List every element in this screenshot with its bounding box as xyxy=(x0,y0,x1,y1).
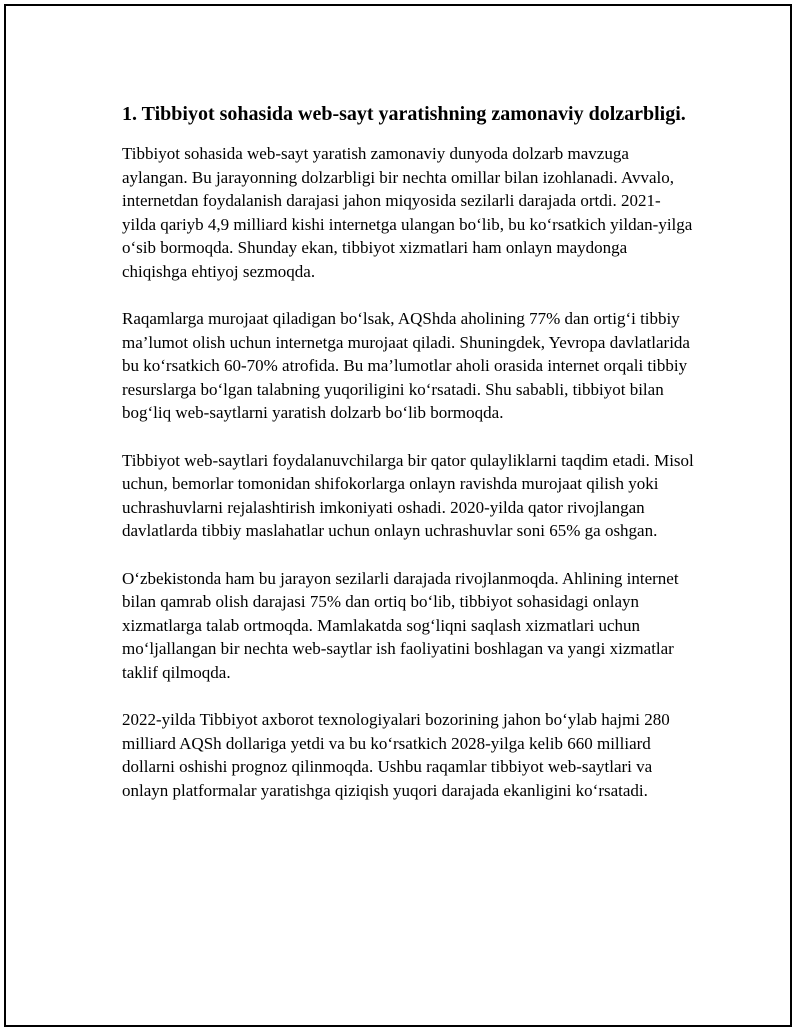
page-frame xyxy=(4,4,792,1027)
paragraph-internet-usage: Tibbiyot sohasida web-sayt yaratish zamonaviy dunyoda dolzarb mavzuga aylangan. Bu jarayonning dolzarbligi bir nechta omillar bilan izohlanadi. Avvalo, internetdan foydalanish darajasi jahon miqyosida sezilarli darajada ortdi. 2021-yilda qariyb 4,9 milliard kishi internetga ulangan bo‘lib, bu ko‘rsatkich yildan-yilga o‘sib bormoqda. Shunday ekan, tibbiyot xizmatlari ham onlayn maydonga chiqishga ehtiyoj sezmoqda. xyxy=(122,144,693,281)
document-body xyxy=(122,101,694,826)
paragraph-uzbekistan: O‘zbekistonda ham bu jarayon sezilarli darajada rivojlanmoqda. Ahlining internet bilan qamrab olish darajasi 75% dan ortiq bo‘lib, tibbiyot sohasidagi onlayn xizmatlarga talab ortmoqda. Mamlakatda sog‘liqni saqlash xizmatlari uchun mo‘ljallangan bir nechta web-saytlar ish faoliyatini boshlagan va yangi xizmatlar taklif qilmoqda. xyxy=(122,568,679,682)
paragraph-usa-europe-statistics: Raqamlarga murojaat qiladigan bo‘lsak, AQShda aholining 77% dan ortig‘i tibbiy ma’lumot olish uchun internetga murojaat qiladi. Shuningdek, Yevropa davlatlarida bu ko‘rsatkich 60-70% atrofida. Bu ma’lumotlar aholi orasida internet orqali tibbiy resurslarga bo‘lgan talabning yuqoriligini ko‘rsatadi. Shu sababli, tibbiyot bilan bog‘liq web-saytlarni yaratish dolzarb bo‘lib bormoqda. xyxy=(122,309,690,422)
paragraph-website-benefits: Tibbiyot web-saytlari foydalanuvchilarga bir qator qulayliklarni taqdim etadi. Misol uchun, bemorlar tomonidan shifokorlarga onlayn ravishda murojaat qilish yoki uchrashuvlarni rejalashtirish imkoniyati oshadi. 2020-yilda qator rivojlangan davlatlarda tibbiy maslahatlar uchun onlayn uchrashuvlar soni 65% ga oshgan. xyxy=(122,450,694,540)
section-heading: 1. Tibbiyot sohasida web-sayt yaratishning zamonaviy dolzarbligi. xyxy=(122,103,686,125)
paragraph-market-size: 2022-yilda Tibbiyot axborot texnologiyalari bozorining jahon bo‘ylab hajmi 280 milliard AQSh dollariga yetdi va bu ko‘rsatkich 2028-yilga kelib 660 milliard dollarni oshishi prognoz qilinmoqda. Ushbu raqamlar tibbiyot web-saytlari va onlayn platformalar yaratishga qiziqish yuqori darajada ekanligini ko‘rsatadi. xyxy=(122,710,670,800)
